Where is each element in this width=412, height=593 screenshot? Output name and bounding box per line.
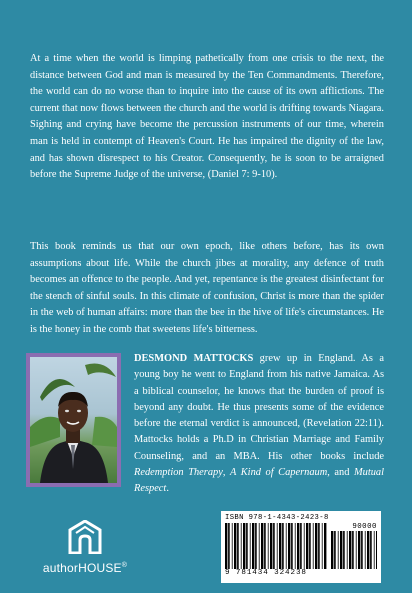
barcode-bar — [322, 523, 323, 569]
barcode-bar — [277, 523, 278, 569]
publisher-name: authorHOUSE® — [42, 561, 128, 575]
ean-number: 9 781434 324238 — [225, 569, 307, 577]
barcode-bar — [304, 523, 305, 569]
bio-separator-1: , — [222, 467, 231, 479]
isbn-barcode — [221, 511, 381, 583]
author-photo — [26, 353, 121, 487]
barcode-bar — [259, 523, 260, 569]
isbn-label: ISBN 978-1-4343-2423-8 — [225, 514, 329, 522]
author-bio — [134, 351, 384, 498]
barcode-bar — [225, 523, 227, 569]
barcode-bar — [334, 531, 336, 569]
barcode-bar — [374, 531, 375, 569]
barcode-bar — [349, 531, 351, 569]
barcode-bar — [297, 523, 299, 569]
barcode-bar — [318, 523, 320, 569]
barcode-bar — [268, 523, 269, 569]
book-title-2: A Kind of Capernaum — [230, 467, 328, 479]
barcode-bar — [286, 523, 287, 569]
barcode-bar — [361, 531, 363, 569]
barcode-bar — [282, 523, 284, 569]
barcode-bar — [331, 531, 333, 569]
price-code: 90000 — [352, 523, 377, 531]
author-portrait-image — [30, 357, 117, 483]
barcode-bar — [365, 531, 366, 569]
blurb-paragraph-1: At a time when the world is limping pathetically from one crisis to the next, the distance between God and man is measured by the Ten Commandments. Therefore, the world can do no worse than to inquire into the cause of its own afflictions. The current that now flows between the church and the world is drifting towards Niagara. Sighing and crying have become the percussion instruments of our time, wherein man is held in contempt of Heaven's Court. He has impaired the dignity of the law, and has shown disrespect to his Creator. Consequently, he is soon to be arraigned before the Supreme Judge of the universe, (Daniel 7: 9-10). — [30, 53, 384, 181]
bio-separator-2: , and — [327, 467, 354, 479]
book-title-1: Redemption Therapy — [134, 467, 223, 479]
bio-text: grew up in England. As a young boy he went to England from his native Jamaica. As a biblical counselor, he knows that the burden of proof is beyond any doubt. He thus presents some of the evidence before the eternal verdict is announced, (Revelation 22:11). Mattocks holds a Ph.D in Christian Marriage and Family Counseling, and an MBA. His other books include — [134, 353, 385, 462]
barcode-bar — [300, 523, 302, 569]
barcode-bar — [315, 523, 317, 569]
author-name: DESMOND MATTOCKS — [134, 353, 254, 364]
barcode-bar — [324, 523, 326, 569]
barcode-bar — [279, 523, 281, 569]
barcode-bar — [370, 531, 372, 569]
barcode-bar — [250, 523, 251, 569]
barcode-bar — [376, 531, 377, 569]
barcode-bar — [313, 523, 314, 569]
barcode-bar — [367, 531, 369, 569]
barcode-bar — [228, 523, 230, 569]
barcode-bar — [243, 523, 245, 569]
barcode-bar — [352, 531, 354, 569]
publisher-logo — [40, 520, 130, 575]
barcode-bar — [309, 523, 311, 569]
barcode-bar — [246, 523, 248, 569]
barcode-bar — [295, 523, 296, 569]
barcode-bar — [264, 523, 266, 569]
registered-mark: ® — [121, 562, 128, 569]
authorhouse-house-icon — [68, 520, 102, 554]
barcode-bar — [232, 523, 233, 569]
book-title-3: Mutual Respect — [134, 467, 385, 495]
barcode-bar — [291, 523, 293, 569]
barcode-bar — [288, 523, 290, 569]
barcode-bar — [338, 531, 339, 569]
barcode-bar — [241, 523, 242, 569]
barcode-bar — [234, 523, 236, 569]
barcode-bar — [261, 523, 263, 569]
barcode-bar — [252, 523, 254, 569]
barcode-bar — [273, 523, 275, 569]
barcode-bar — [255, 523, 257, 569]
price-barcode-bars — [331, 531, 377, 569]
barcode-bar — [340, 531, 342, 569]
barcode-bar — [356, 531, 357, 569]
blurb-paragraph-2: This book reminds us that our own epoch, like others before, has its own assumptions about life. While the church jibes at morality, any defence of truth becomes an offence to the people. And yet, repentance is the greatest disinfectant for the stench of sinful souls. In this climate of confusion, Christ is more than the spider in the web of human affairs: more than the bee in the hive of life's circumstances. He is the honey in the comb that sweetens life's bitterness. — [30, 241, 384, 335]
barcode-bar — [306, 523, 308, 569]
ean-barcode-bars — [225, 523, 327, 569]
barcode-bar — [343, 531, 345, 569]
barcode-bar — [237, 523, 239, 569]
barcode-bar — [270, 523, 272, 569]
bio-end: . — [166, 483, 169, 495]
barcode-bar — [347, 531, 348, 569]
barcode-bar — [358, 531, 360, 569]
